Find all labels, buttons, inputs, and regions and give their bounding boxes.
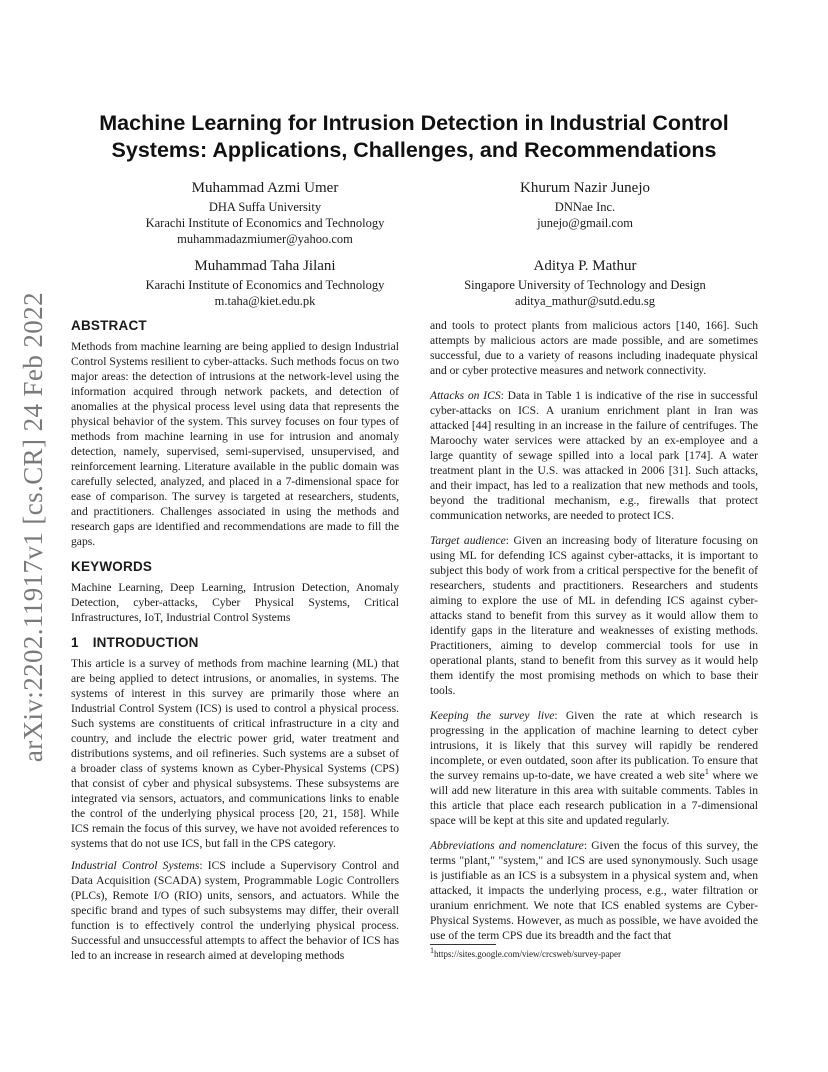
- author-affiliation: Singapore University of Technology and Design: [464, 278, 706, 292]
- author-email: aditya_mathur@sutd.edu.sg: [515, 294, 655, 308]
- keywords-text: Machine Learning, Deep Learning, Intrusion Detection, Anomaly Detection, cyber-attacks, Cyber Physical Systems, Critical Infrastructures, IoT, Industrial Control Systems: [71, 581, 399, 624]
- paragraph-body: : Given the rate at which research is progressing in the application of machine learning to detect cyber intrusions, it is likely that this survey will rapidly be rendered incomplete, or even outdated, soon after its publication. To ensure that the survey remains up-to-date, we have created a web site: [430, 709, 758, 782]
- author-affiliation: DHA Suffa University: [208, 200, 322, 214]
- section-number: 1: [71, 635, 79, 650]
- paper-title: Machine Learning for Intrusion Detection in Industrial Control Systems: Applications, Challenges, and Recommendations: [99, 111, 729, 162]
- arxiv-stamp-text: arXiv:2202.11917v1 [cs.CR] 24 Feb 2022: [17, 291, 48, 763]
- continued-paragraph: and tools to protect plants from malicious actors [140, 166]. Such attempts by malicious actors are made possible, and are sometimes successful, due to a variety of reasons including inadequate physical and or cyber protective measures and network connectivity.: [430, 319, 758, 377]
- author-name: Aditya P. Mathur: [533, 258, 637, 274]
- author-block-4: [420, 256, 750, 309]
- target-audience-paragraph: [430, 533, 758, 698]
- author-affiliation: Karachi Institute of Economics and Technology: [145, 278, 385, 292]
- intro-paragraph-2: [71, 858, 399, 963]
- author-email: m.taha@kiet.edu.pk: [214, 294, 316, 308]
- footnote-marker: 1: [704, 767, 709, 777]
- author-email: muhammadazmiumer@yahoo.com: [177, 232, 353, 246]
- keywords-heading: KEYWORDS: [71, 559, 153, 574]
- footnote-mark: 1: [430, 946, 434, 955]
- paragraph-body: : Given the focus of this survey, the terms "plant," "system," and ICS are used synonymously. Such usage is justifiable as an ICS is a subsystem in a physical system and, when attacked, it impacts the underlying process, e.g., water filtration or uranium enrichment. We note that ICS enabled systems are Cyber-Physical Systems. However, as much as possible, we have avoided the use of the term CPS due its breadth and the fact that: [430, 839, 759, 942]
- author-block-2: [420, 178, 750, 231]
- author-affiliation: DNNae Inc.: [554, 200, 616, 214]
- section-title: INTRODUCTION: [92, 635, 199, 650]
- author-email: junejo@gmail.com: [537, 216, 633, 230]
- abbreviations-paragraph: [430, 838, 758, 943]
- paragraph-body: : Data in Table 1 is indicative of the rise in successful cyber-attacks on ICS. A uranium enrichment plant in Iran was attacked [44] resulting in an increase in the failure of centrifuges. The Maroochy water services were attacked by an ex-employee and a large quantity of sewage spilled into a local park [174]. A water treatment plant in the U.S. was attacked in 2006 [31]. Such attacks, and their impact, has led to a realization that new methods and tools, beyond the traditional mechanism, e.g., firewalls that protect communication networks, are needed to protect ICS.: [430, 389, 758, 522]
- intro-paragraph-1: This article is a survey of methods from machine learning (ML) that are being applied to detect intrusions, or anomalies, in systems. The systems of interest in this survey are primarily those where an Industrial Control System (ICS) is used to control a physical process. Such systems are constituents of critical infrastructure in a city and country, and include the electric power grid, water treatment and distributions systems, and oil refineries. Such systems are a subset of a broader class of systems known as Cyber-Physical Systems (CPS) that consist of cyber and physical subsystems. These subsystems are integrated via sensors, actuators, and communications links to enable the control of the underlying physical process [20, 21, 158]. While ICS remain the focus of this survey, we have not avoided references to systems that do not use ICS, but fall in the CPS category.: [71, 657, 399, 850]
- paragraph-body: : Given an increasing body of literature focusing on using ML for defending ICS against cyber-attacks, it is important to subject this body of work from a critical perspective for the benefit of researchers, students and practitioners. Researchers and students aiming to explore the use of ML in defending ICS against cyber-attacks stand to benefit from this survey as it would allow them to identify gaps in the literature and weaknesses of existing methods. Practitioners, aiming to develop commercial tools for use in operational plants, stand to benefit from this survey as it would help them identify the most promising methods on which to base their tools.: [430, 534, 758, 697]
- author-name: Khurum Nazir Junejo: [520, 180, 650, 196]
- footnote-rule: [430, 944, 496, 945]
- paragraph-lead: Attacks on ICS: [430, 389, 501, 402]
- introduction-heading: [71, 635, 399, 650]
- paragraph-lead: Keeping the survey live: [430, 709, 555, 722]
- paragraph-lead: Industrial Control Systems: [71, 859, 200, 872]
- author-block-3: [100, 256, 430, 309]
- abstract-text: Methods from machine learning are being applied to design Industrial Control Systems resilient to cyber-attacks. Such methods focus on two major areas: the detection of intrusions at the network-level using the information acquired through network packets, and detection of anomalies at the physical process level using data that represents the physical behavior of the system. This survey focuses on four types of methods from machine learning in use for intrusion and anomaly detection, namely, supervised, semi-supervised, unsupervised, and reinforcement learning. Literature available in the public domain was carefully selected, analyzed, and placed in a 7-dimensional space for ease of comparison. The survey is targeted at researchers, students, and practitioners. Challenges associated in using the methods and research gaps are identified and recommendations are made to fill the gaps.: [71, 340, 399, 548]
- left-column: [71, 318, 399, 970]
- footnote-link[interactable]: https://sites.google.com/view/crcsweb/survey-paper: [434, 949, 621, 959]
- attacks-paragraph: [430, 388, 758, 523]
- right-column: [430, 318, 758, 950]
- author-name: Muhammad Taha Jilani: [194, 258, 336, 274]
- author-name: Muhammad Azmi Umer: [191, 180, 339, 196]
- author-block-1: [100, 178, 430, 247]
- paragraph-body: : ICS include a Supervisory Control and Data Acquisition (SCADA) system, Programmable Logic Controllers (PLCs), Remote I/O (RIO) units, sensors, and actuators. While the specific brand and types of such subsystems may differ, their overall function is to effectively control the underlying physical process. Successful and unsuccessful attempts to affect the behavior of ICS has led to an increase in research aimed at developing methods: [71, 859, 400, 962]
- author-affiliation: Karachi Institute of Economics and Technology: [145, 216, 385, 230]
- keeping-survey-live-paragraph: [430, 708, 758, 828]
- paragraph-body: where we will add new literature in this area with suitable comments. Tables in this article that place each research publication in a 7-dimensional space will be kept at this site and updated regularly.: [430, 769, 759, 827]
- arxiv-stamp: [14, 292, 52, 762]
- abstract-heading: ABSTRACT: [71, 318, 147, 333]
- paragraph-lead: Target audience: [430, 534, 506, 547]
- paragraph-lead: Abbreviations and nomenclature: [430, 839, 584, 852]
- footnote: [430, 946, 621, 960]
